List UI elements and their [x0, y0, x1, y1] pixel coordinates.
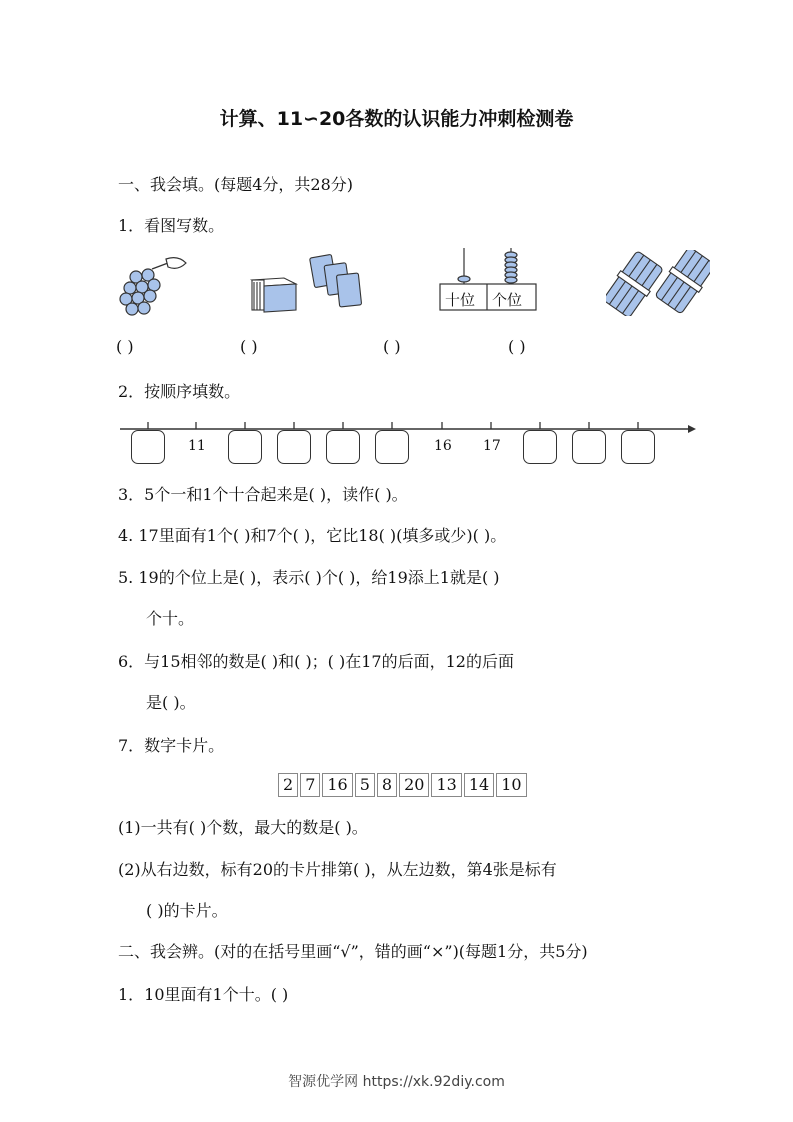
- number-line-blank[interactable]: [228, 430, 262, 464]
- page-title: 计算、11∽20各数的认识能力冲刺检测卷: [219, 108, 574, 130]
- footer-watermark: 智源优学网 https://xk.92diy.com: [288, 1074, 505, 1090]
- q7-part1-text: (1)一共有( )个数，最大的数是( )。: [118, 818, 368, 837]
- number-line-label-17: 17: [483, 438, 501, 454]
- number-line-blank[interactable]: [523, 430, 557, 464]
- number-line-blank[interactable]: [277, 430, 311, 464]
- number-line-blank[interactable]: [375, 430, 409, 464]
- number-card: 20: [399, 773, 429, 797]
- number-card: 2: [278, 773, 298, 797]
- number-line-blank[interactable]: [326, 430, 360, 464]
- number-cards: [278, 773, 529, 797]
- number-card: 10: [496, 773, 526, 797]
- q3-text: 3．5个一和1个十合起来是( )，读作( )。: [118, 485, 408, 504]
- number-line-label-11: 11: [188, 438, 206, 454]
- q4-text: 4. 17里面有1个( )和7个( )，它比18( )(填多或少)( )。: [118, 526, 507, 545]
- q1-answer-blank-3[interactable]: ( ): [383, 337, 401, 356]
- q1-text: 1．看图写数。: [118, 216, 225, 235]
- q1-answer-blank-1[interactable]: ( ): [116, 337, 134, 356]
- number-card: 5: [355, 773, 375, 797]
- q7-part2-text-continued: ( )的卡片。: [146, 901, 228, 920]
- number-card: 16: [322, 773, 352, 797]
- abacus-ones-label: 个位: [492, 291, 523, 309]
- q1-answer-blank-2[interactable]: ( ): [240, 337, 258, 356]
- number-line-label-16: 16: [434, 438, 452, 454]
- number-card: 7: [300, 773, 320, 797]
- section2-q1-text: 1．10里面有1个十。( ): [118, 985, 289, 1004]
- stick-bundles-picture: [606, 250, 710, 316]
- number-card: 8: [377, 773, 397, 797]
- q5-text: 5. 19的个位上是( )，表示( )个( )，给19添上1就是( ): [118, 568, 500, 587]
- abacus-tens-label: 十位: [445, 291, 476, 309]
- q7-text: 7．数字卡片。: [118, 736, 225, 755]
- q1-answer-blank-4[interactable]: ( ): [508, 337, 526, 356]
- number-line-blank[interactable]: [131, 430, 165, 464]
- section2-heading: 二、我会辨。(对的在括号里画“√”，错的画“×”)(每题1分，共5分): [118, 942, 588, 961]
- q7-part2-text: (2)从右边数，标有20的卡片排第( )，从左边数，第4张是标有: [118, 860, 557, 879]
- number-card: 14: [464, 773, 494, 797]
- number-line-blank[interactable]: [572, 430, 606, 464]
- q5-text-continued: 个十。: [146, 609, 195, 628]
- q2-text: 2．按顺序填数。: [118, 382, 241, 401]
- grapes-picture: [116, 255, 196, 317]
- books-picture: [248, 250, 366, 320]
- section1-heading: 一、我会填。(每题4分，共28分): [118, 175, 354, 194]
- number-line-blank[interactable]: [621, 430, 655, 464]
- number-card: 13: [431, 773, 461, 797]
- q6-text-continued: 是( )。: [146, 693, 196, 712]
- q6-text: 6．与15相邻的数是( )和( )；( )在17的后面，12的后面: [118, 652, 514, 671]
